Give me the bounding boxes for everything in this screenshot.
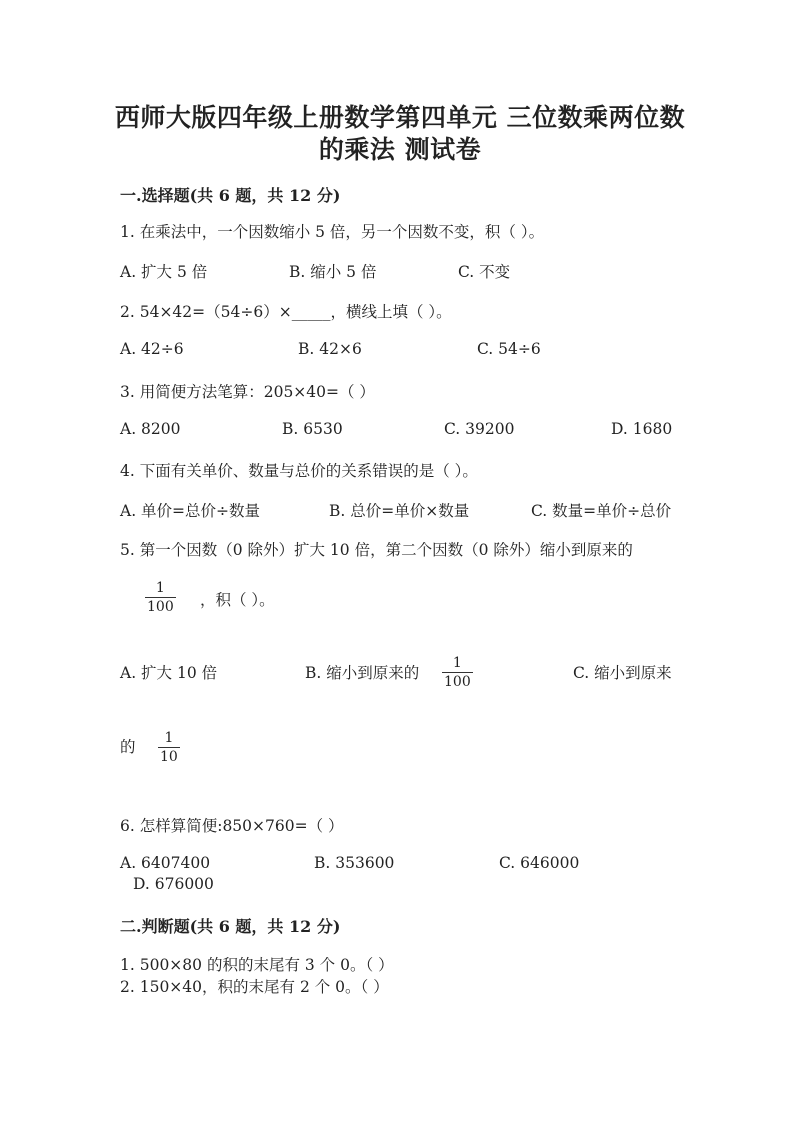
q2-option-b: B. 42×6	[298, 340, 362, 358]
q6-option-b: B. 353600	[314, 854, 395, 872]
q5-option-c-fraction	[158, 730, 180, 765]
q5-fraction-numerator: 1	[155, 580, 165, 596]
fraction-bar	[442, 672, 473, 673]
q5-option-b-fraction	[442, 655, 473, 690]
q6-option-d: D. 676000	[133, 875, 214, 893]
q5-fraction-denominator: 100	[147, 599, 174, 615]
question-1-text: 1. 在乘法中，一个因数缩小 5 倍，另一个因数不变，积（ ）。	[120, 223, 545, 241]
fraction-bar	[158, 747, 180, 748]
q3-option-c: C. 39200	[444, 420, 515, 438]
page-title-line2: 的乘法 测试卷	[318, 135, 482, 164]
q5c-fraction-denominator: 10	[160, 749, 178, 765]
q5b-fraction-denominator: 100	[444, 674, 471, 690]
q5-option-c: C. 缩小到原来	[573, 664, 672, 682]
q3-option-b: B. 6530	[282, 420, 343, 438]
q5-option-a: A. 扩大 10 倍	[120, 664, 218, 682]
q5-option-c-continued: 的	[120, 738, 136, 756]
q5b-fraction-numerator: 1	[452, 655, 462, 671]
question-5-text: 5. 第一个因数（0 除外）扩大 10 倍，第二个因数（0 除外）缩小到原来的	[120, 541, 633, 559]
q5-fraction	[145, 580, 176, 615]
q1-option-b: B. 缩小 5 倍	[289, 263, 377, 281]
question-6-text: 6. 怎样算简便:850×760=（ ）	[120, 817, 344, 835]
q6-option-c: C. 646000	[499, 854, 580, 872]
q6-option-a: A. 6407400	[120, 854, 211, 872]
q2-option-a: A. 42÷6	[120, 340, 184, 358]
question-2-text: 2. 54×42=（54÷6）×_____，横线上填（ ）。	[120, 303, 452, 321]
judgment-question-2: 2. 150×40，积的末尾有 2 个 0。（ ）	[120, 978, 389, 996]
section2-heading: 二.判断题(共 6 题，共 12 分)	[120, 917, 341, 936]
q4-option-a: A. 单价=总价÷数量	[120, 502, 261, 520]
q1-option-a: A. 扩大 5 倍	[120, 263, 208, 281]
question-5-tail: ，积（ ）。	[200, 591, 275, 609]
q2-option-c: C. 54÷6	[477, 340, 541, 358]
q5-option-b: B. 缩小到原来的	[305, 664, 420, 682]
q3-option-a: A. 8200	[120, 420, 181, 438]
judgment-question-1: 1. 500×80 的积的末尾有 3 个 0。（ ）	[120, 956, 394, 974]
q4-option-b: B. 总价=单价×数量	[329, 502, 470, 520]
fraction-bar	[145, 597, 176, 598]
page-title-line1: 西师大版四年级上册数学第四单元 三位数乘两位数	[114, 103, 686, 132]
q4-option-c: C. 数量=单价÷总价	[531, 502, 672, 520]
question-3-text: 3. 用简便方法笔算：205×40=（ ）	[120, 383, 375, 401]
q5c-fraction-numerator: 1	[164, 730, 174, 746]
section1-heading: 一.选择题(共 6 题，共 12 分)	[120, 186, 341, 205]
q1-option-c: C. 不变	[458, 263, 511, 281]
question-4-text: 4. 下面有关单价、数量与总价的关系错误的是（ ）。	[120, 462, 478, 480]
q3-option-d: D. 1680	[611, 420, 673, 438]
